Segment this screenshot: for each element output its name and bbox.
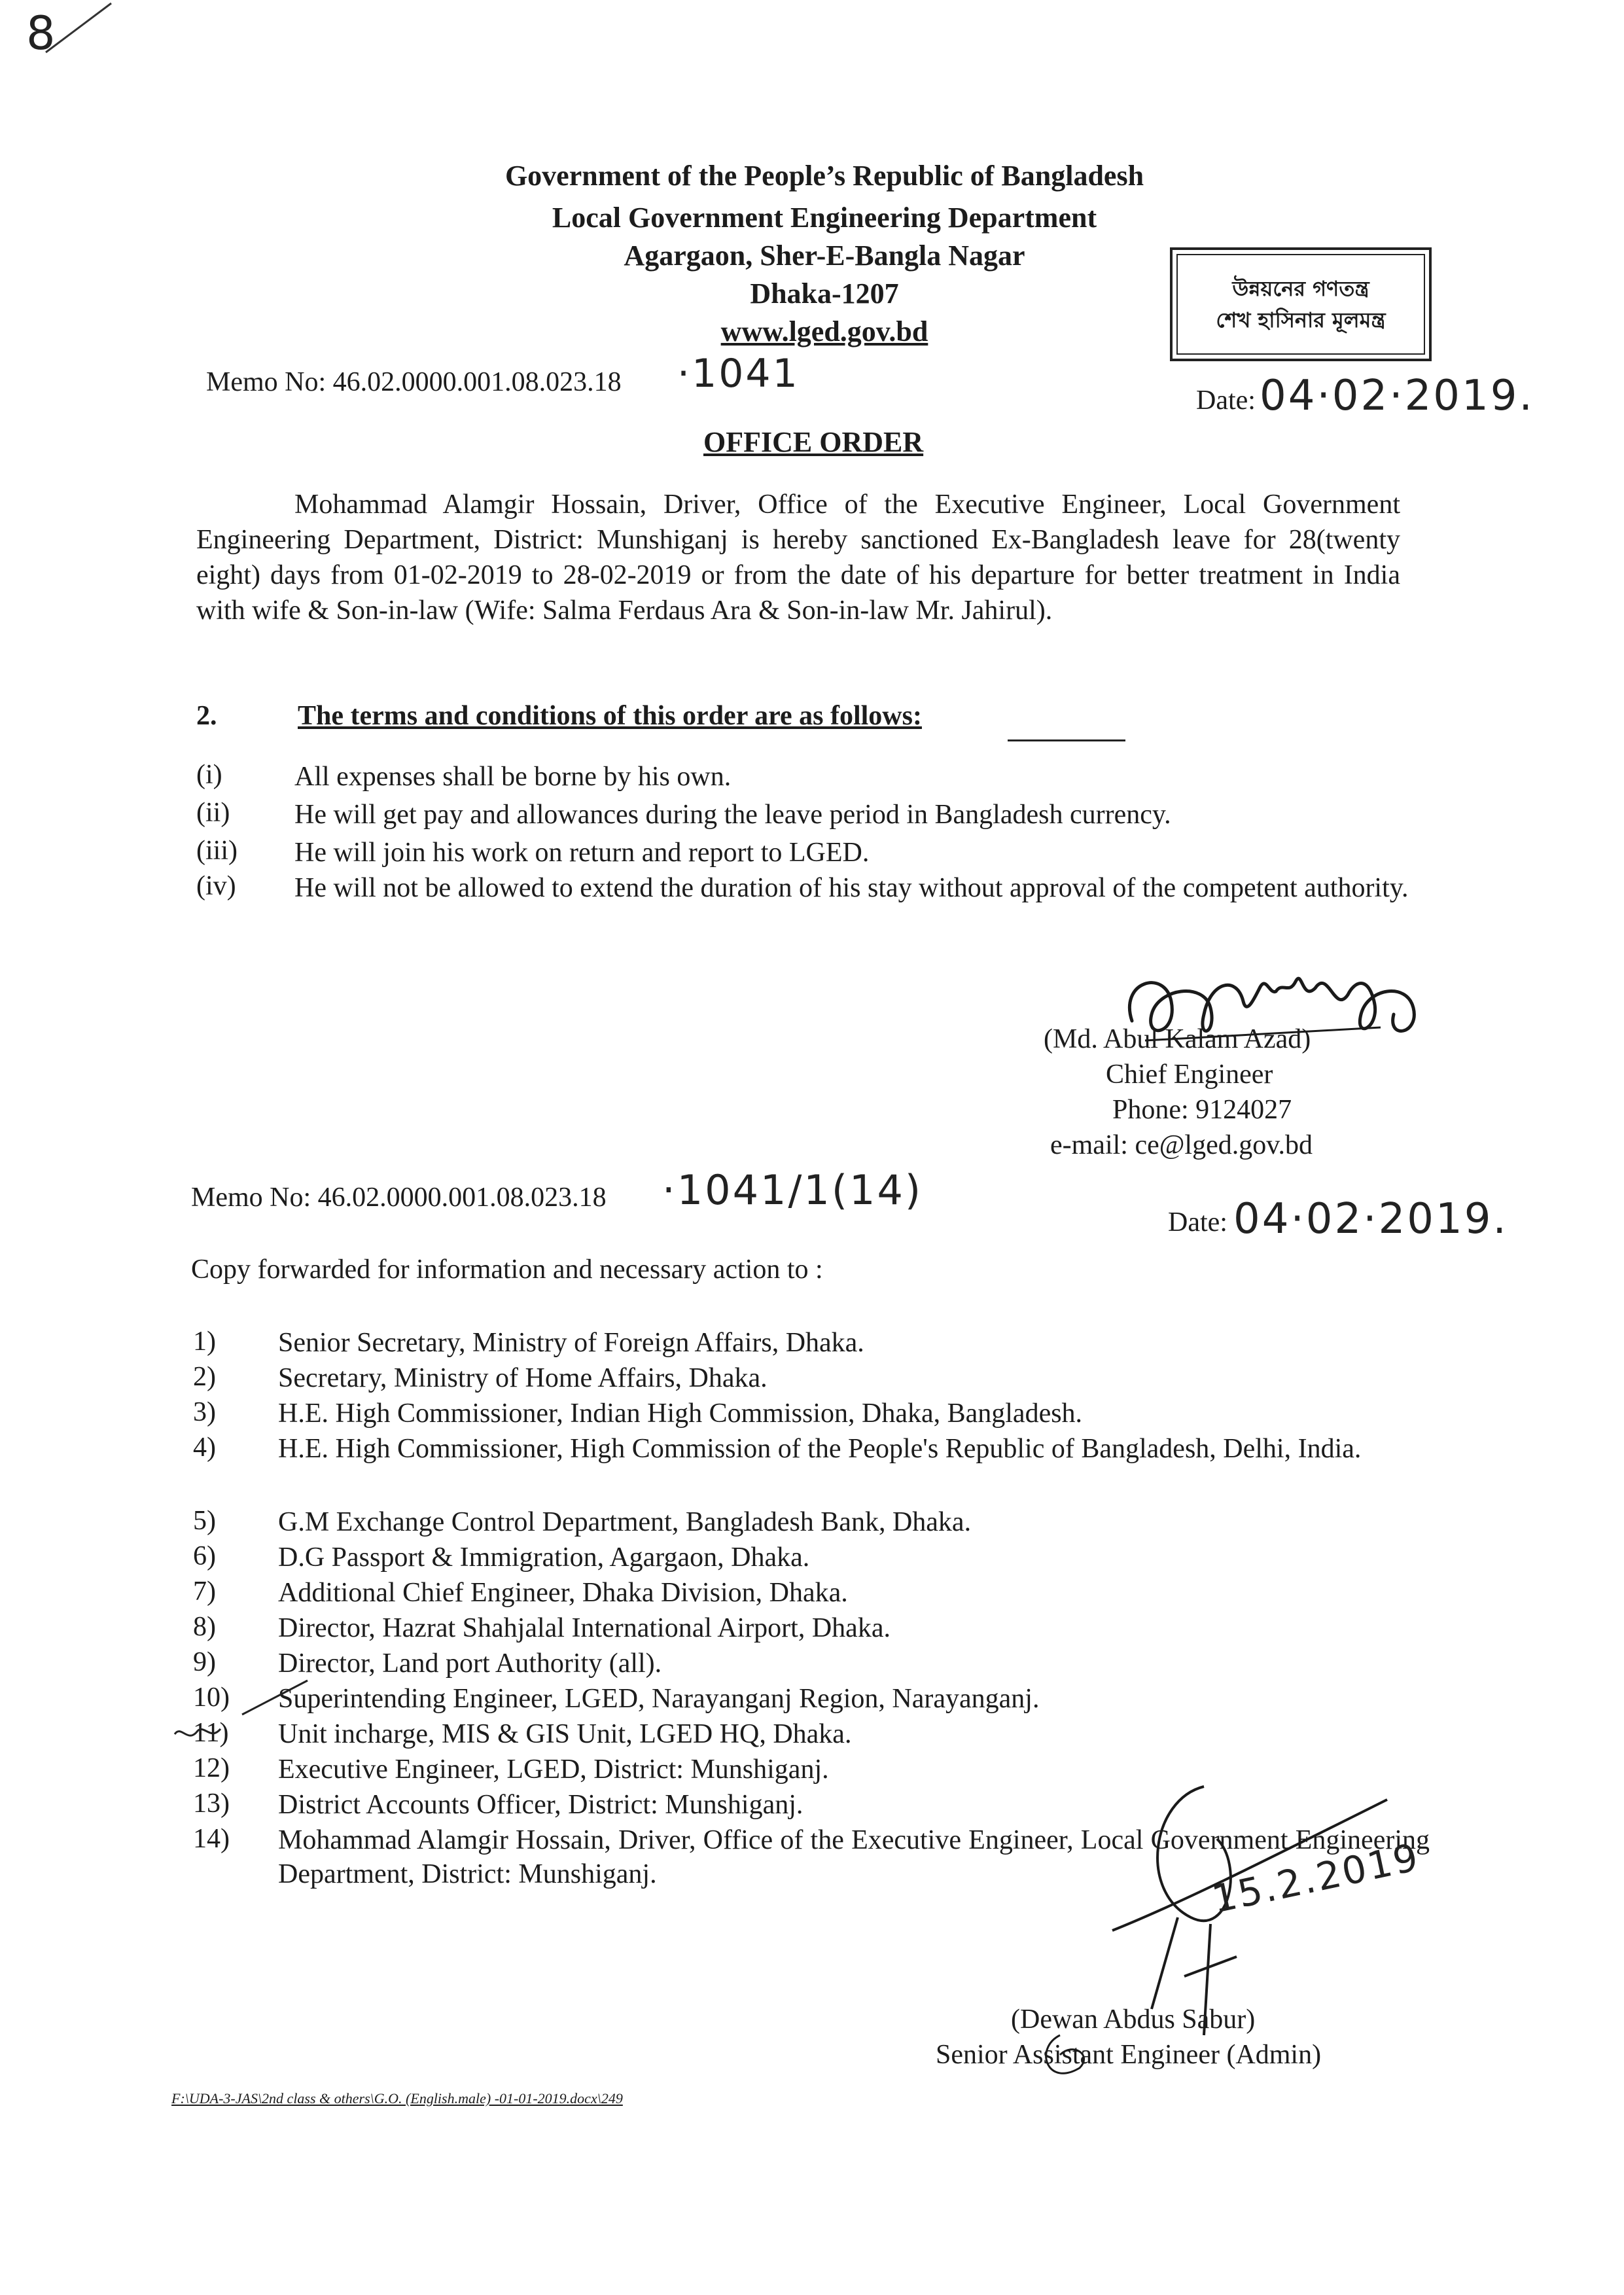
section-2-heading: The terms and conditions of this order are as follows: bbox=[298, 701, 922, 731]
copy-list-number: 11) bbox=[193, 1718, 229, 1748]
memo-number-handwritten: ·1041 bbox=[677, 351, 800, 397]
term-text: He will get pay and allowances during the leave period in Bangladesh currency. bbox=[294, 800, 1171, 830]
memo-2-date-handwritten: 04·02·2019. bbox=[1233, 1195, 1508, 1243]
signature-2-date: 15.2.2019 bbox=[1208, 1834, 1424, 1922]
term-text: He will not be allowed to extend the duration of his stay without approval of the competent authority. bbox=[294, 873, 1409, 903]
copy-list-number: 10) bbox=[193, 1682, 230, 1713]
corner-handwritten-mark: 8 bbox=[26, 7, 58, 60]
copy-list-item: District Accounts Officer, District: Munshiganj. bbox=[278, 1790, 803, 1820]
corner-slash-mark bbox=[39, 0, 118, 59]
signatory-1-designation: Chief Engineer bbox=[1106, 1059, 1273, 1090]
header-department: Local Government Engineering Department bbox=[552, 202, 1097, 234]
signatory-2-name: (Dewan Abdus Sabur) bbox=[1011, 2004, 1256, 2035]
tick-mark-item-10 bbox=[236, 1675, 314, 1721]
copy-list-item: H.E. High Commissioner, Indian High Commission, Dhaka, Bangladesh. bbox=[278, 1398, 1083, 1429]
copy-list-number: 3) bbox=[193, 1397, 216, 1427]
term-number: (i) bbox=[196, 760, 222, 790]
copy-list-item: Unit incharge, MIS & GIS Unit, LGED HQ, Dhaka. bbox=[278, 1719, 852, 1749]
motto-line-1: উন্নয়নের গণতন্ত্র bbox=[1232, 276, 1369, 301]
term-text: He will join his work on return and report to LGED. bbox=[294, 838, 870, 868]
term-number: (iii) bbox=[196, 836, 238, 866]
copy-list-number: 4) bbox=[193, 1432, 216, 1463]
copy-forward-intro: Copy forwarded for information and necessary action to : bbox=[191, 1254, 823, 1285]
header-government: Government of the People’s Republic of Bangladesh bbox=[504, 160, 1144, 192]
copy-list-item: Director, Hazrat Shahjalal International Airport, Dhaka. bbox=[278, 1613, 891, 1643]
copy-list-number: 12) bbox=[193, 1753, 230, 1783]
copy-list-item: H.E. High Commissioner, High Commission of the People's Republic of Bangladesh, Delhi, India. bbox=[278, 1434, 1362, 1464]
motto-line-2: শেখ হাসিনার মূলমন্ত্র bbox=[1216, 308, 1386, 332]
header-website: www.lged.gov.bd bbox=[720, 315, 928, 347]
copy-list-number: 6) bbox=[193, 1541, 216, 1571]
copy-list-number: 8) bbox=[193, 1612, 216, 1642]
header-city: Dhaka-1207 bbox=[750, 277, 899, 310]
memo-2-date-label: Date: bbox=[1168, 1207, 1227, 1237]
copy-list-item: Executive Engineer, LGED, District: Munshiganj. bbox=[278, 1754, 829, 1785]
copy-list-number: 13) bbox=[193, 1788, 230, 1819]
motto-box bbox=[1170, 247, 1432, 361]
memo-2-number-handwritten: ·1041/1(14) bbox=[662, 1166, 923, 1214]
memo-number-label: Memo No: 46.02.0000.001.08.023.18 bbox=[206, 367, 622, 397]
memo-date-handwritten: 04·02·2019. bbox=[1260, 372, 1534, 420]
copy-list-item: Director, Land port Authority (all). bbox=[278, 1648, 662, 1679]
copy-list-item: G.M Exchange Control Department, Bangladesh Bank, Dhaka. bbox=[278, 1507, 972, 1537]
memo-date-label: Date: bbox=[1196, 385, 1256, 416]
copy-list-number: 2) bbox=[193, 1362, 216, 1392]
footer-file-path: F:\UDA-3-JAS\2nd class & others\G.O. (English.male) -01-01-2019.docx\249 bbox=[171, 2090, 623, 2107]
copy-list-item: Additional Chief Engineer, Dhaka Division, Dhaka. bbox=[278, 1578, 848, 1608]
section-2-heading-rule bbox=[1008, 739, 1125, 741]
copy-list-number: 9) bbox=[193, 1647, 216, 1677]
copy-list-item: D.G Passport & Immigration, Agargaon, Dhaka. bbox=[278, 1542, 810, 1573]
signatory-1-phone: Phone: 9124027 bbox=[1112, 1095, 1292, 1125]
copy-list-number: 7) bbox=[193, 1576, 216, 1607]
document-title: OFFICE ORDER bbox=[703, 426, 924, 458]
copy-list-number: 14) bbox=[193, 1824, 230, 1854]
copy-list-item: Superintending Engineer, LGED, Narayanganj Region, Narayanganj. bbox=[278, 1684, 1040, 1714]
term-number: (ii) bbox=[196, 798, 230, 828]
copy-list-item: Mohammad Alamgir Hossain, Driver, Office of the Executive Engineer, Local Government Engineering Department, District: Munshiganj. bbox=[278, 1825, 1430, 1889]
header-address: Agargaon, Sher-E-Bangla Nagar bbox=[624, 240, 1025, 272]
section-2-number: 2. bbox=[196, 701, 217, 731]
signatory-1-name: (Md. Abul Kalam Azad) bbox=[1044, 1024, 1311, 1054]
term-number: (iv) bbox=[196, 871, 236, 901]
copy-list-item: Senior Secretary, Ministry of Foreign Affairs, Dhaka. bbox=[278, 1328, 864, 1358]
term-text: All expenses shall be borne by his own. bbox=[294, 762, 732, 792]
order-paragraph: Mohammad Alamgir Hossain, Driver, Office of the Executive Engineer, Local Government Engineering Department, District: Munshiganj is hereby sanctioned Ex-Bangladesh leave for 28(twenty eight) days from 01-02-2019 to 28-02-2019 or from the date of his departure for better treatment in India with wife & Son-in-law (Wife: Salma Ferdaus Ara & Son-in-law Mr. Jahirul). bbox=[196, 489, 1400, 626]
signatory-1-email: e-mail: ce@lged.gov.bd bbox=[1050, 1130, 1313, 1160]
signatory-2-designation: Senior Assistant Engineer (Admin) bbox=[936, 2040, 1322, 2070]
tick-mark-item-11 bbox=[171, 1721, 224, 1747]
copy-list-number: 5) bbox=[193, 1506, 216, 1536]
copy-list-number: 1) bbox=[193, 1326, 216, 1357]
memo-2-number-label: Memo No: 46.02.0000.001.08.023.18 bbox=[191, 1183, 607, 1213]
copy-list-item: Secretary, Ministry of Home Affairs, Dhaka. bbox=[278, 1363, 768, 1393]
